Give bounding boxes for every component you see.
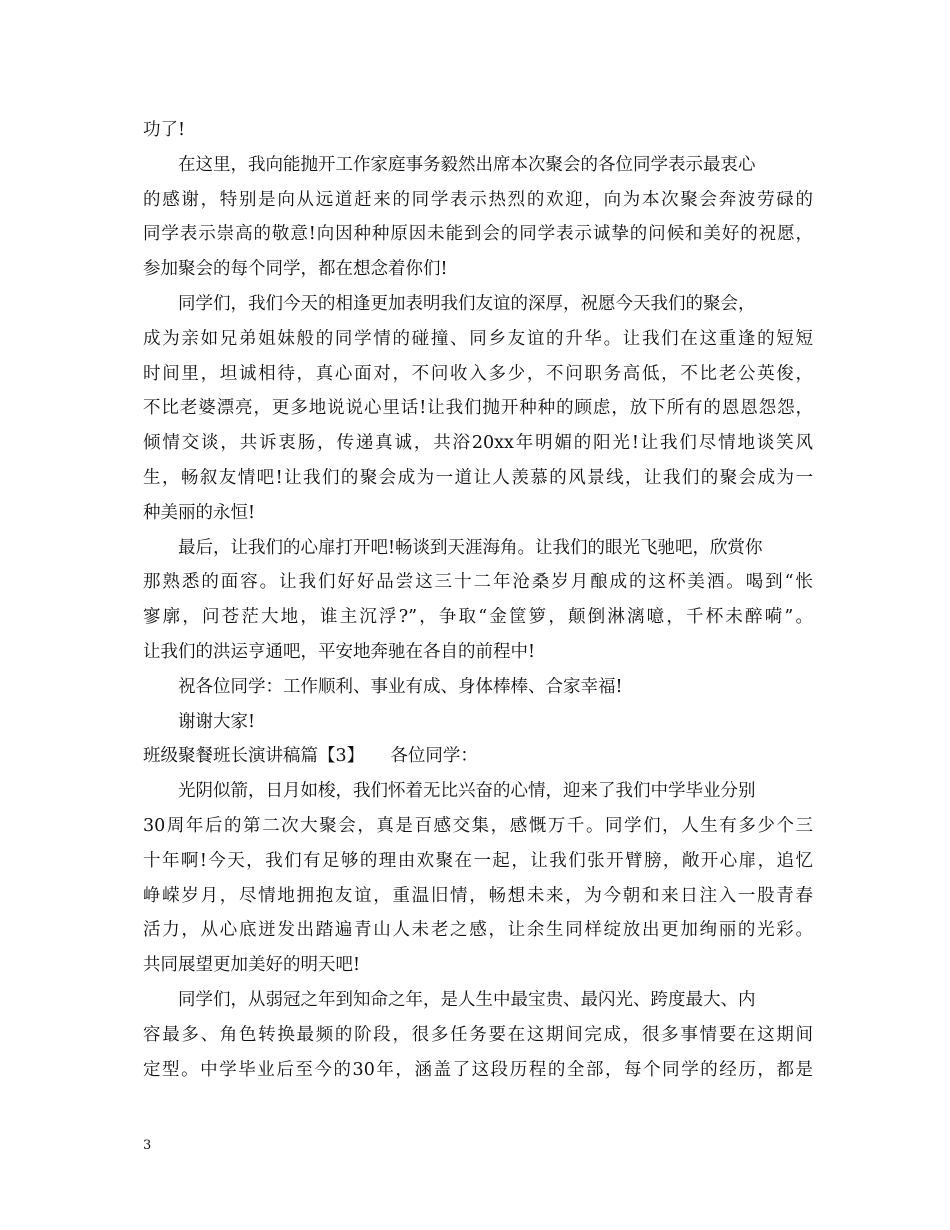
- text-line: 容最多、角色转换最频的阶段，很多任务要在这期间完成，很多事情要在这期间: [143, 1024, 813, 1045]
- text-line: 峥嵘岁月，尽情地拥抱友谊，重温旧情，畅想未来，为今朝和来日注入一股青春: [143, 885, 813, 906]
- text-line: 参加聚会的每个同学，都在想念着你们!: [143, 259, 448, 280]
- text-line: 同学表示崇高的敬意!向因种种原因未能到会的同学表示诚挚的问候和美好的祝愿，: [143, 224, 813, 245]
- text-line: 祝各位同学：工作顺利、事业有成、身体棒棒、合家幸福!: [178, 676, 623, 697]
- text-line: 最后，让我们的心扉打开吧!畅谈到天涯海角。让我们的眼光飞驰吧，欣赏你: [178, 537, 763, 558]
- text-line: 谢谢大家!: [178, 711, 256, 732]
- text-line: 功了!: [143, 120, 186, 140]
- text-line: 倾情交谈，共诉衷肠，传递真诚，共浴20xx年明媚的阳光!让我们尽情地谈笑风: [143, 433, 813, 454]
- text-line: 让我们的洪运亨通吧，平安地奔驰在各自的前程中!: [143, 641, 536, 662]
- section-heading: 班级聚餐班长演讲稿篇【3】 各位同学：: [143, 746, 478, 767]
- text-line: 30周年后的第二次大聚会，真是百感交集，感慨万千。同学们，人生有多少个三: [143, 815, 813, 836]
- text-line: 的感谢，特别是向从远道赶来的同学表示热烈的欢迎，向为本次聚会奔波劳碌的: [143, 189, 813, 210]
- text-line: 种美丽的永恒!: [143, 502, 256, 523]
- text-line: 十年啊!今天，我们有足够的理由欢聚在一起，让我们张开臂膀，敞开心扉，追忆: [143, 850, 813, 871]
- text-line: 寥廓，问苍茫大地，谁主沉浮?”，争取“金筐箩，颠倒淋漓噫，千杯未醉嗬”。: [143, 607, 813, 628]
- text-line: 不比老婆漂亮，更多地说说心里话!让我们抛开种种的顾虑，放下所有的恩恩怨怨，: [143, 398, 813, 419]
- text-line: 时间里，坦诚相待，真心面对，不问收入多少，不问职务高低，不比老公英俊，: [143, 363, 813, 384]
- text-line: 那熟悉的面容。让我们好好品尝这三十二年沧桑岁月酿成的这杯美酒。喝到“怅: [143, 572, 813, 593]
- text-line: 在这里，我向能抛开工作家庭事务毅然出席本次聚会的各位同学表示最衷心: [178, 154, 756, 175]
- document-body: [143, 113, 813, 1087]
- text-line: 生，畅叙友情吧!让我们的聚会成为一道让人羡慕的风景线，让我们的聚会成为一: [143, 467, 813, 488]
- text-line: 共同展望更加美好的明天吧!: [143, 955, 361, 976]
- text-line: 活力，从心底迸发出踏遍青山人未老之感，让余生同样绽放出更加绚丽的光彩。: [143, 920, 813, 941]
- page-number: 3: [143, 1138, 152, 1153]
- text-line: 成为亲如兄弟姐妹般的同学情的碰撞、同乡友谊的升华。让我们在这重逢的短短: [143, 328, 813, 349]
- text-line: 同学们，从弱冠之年到知命之年，是人生中最宝贵、最闪光、跨度最大、内: [178, 989, 756, 1010]
- text-line: 同学们，我们今天的相逢更加表明我们友谊的深厚，祝愿今天我们的聚会，: [178, 293, 756, 314]
- text-line: 定型。中学毕业后至今的30年，涵盖了这段历程的全部，每个同学的经历，都是: [143, 1059, 813, 1080]
- text-line: 光阴似箭，日月如梭，我们怀着无比兴奋的心情，迎来了我们中学毕业分别: [178, 781, 756, 802]
